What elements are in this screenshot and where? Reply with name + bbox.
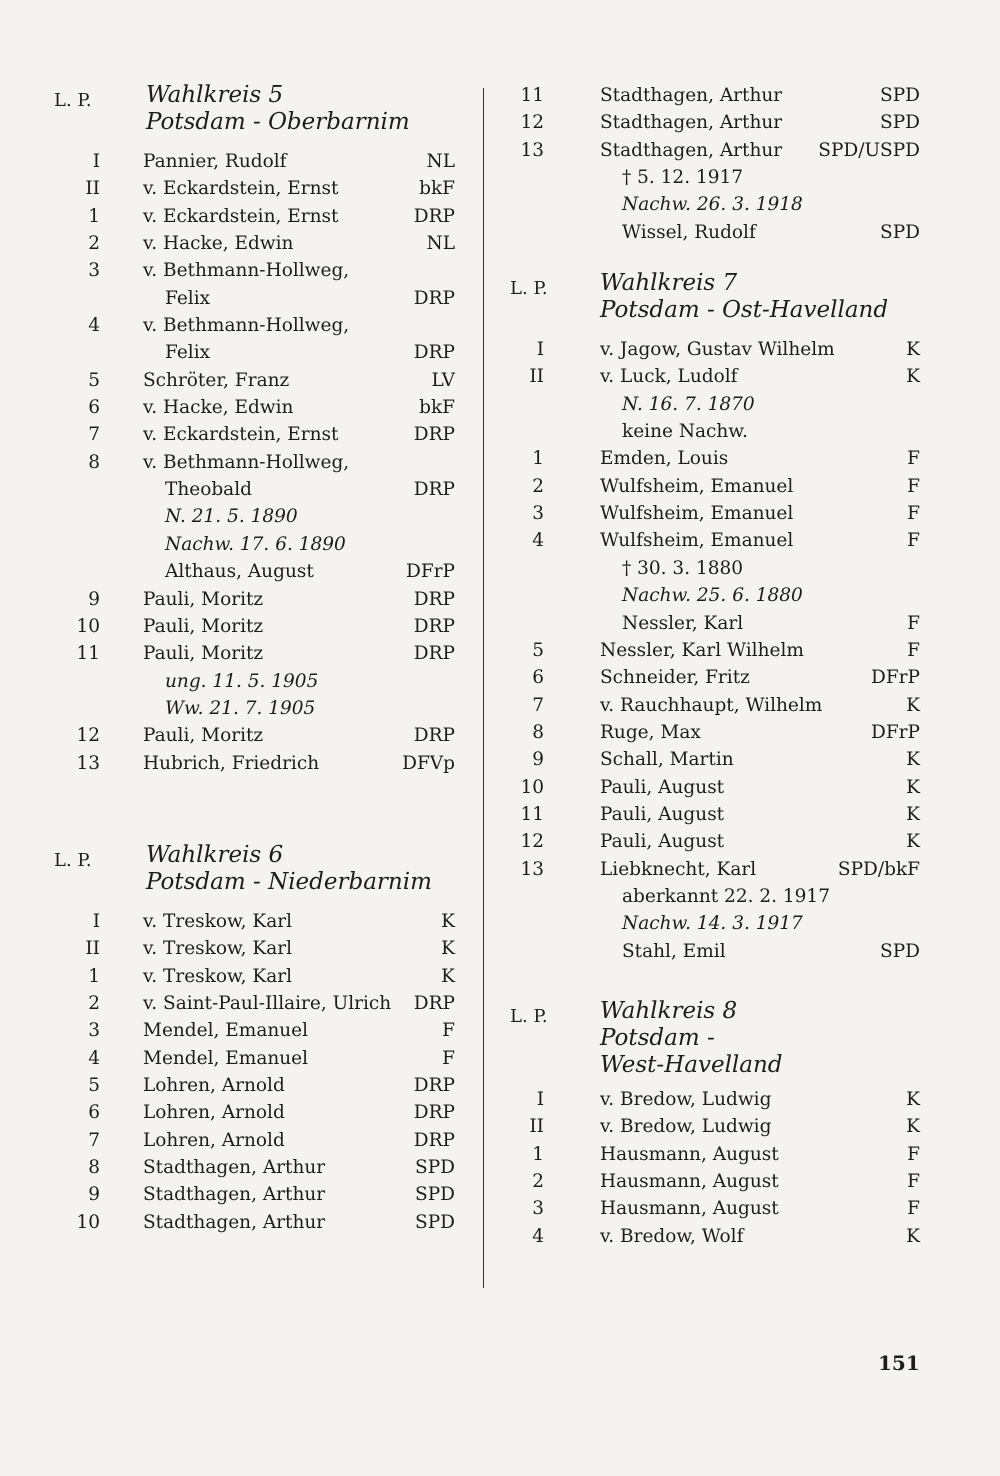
table-row — [40, 668, 465, 695]
row-number: 2 — [88, 233, 100, 255]
member-name: Mendel, Emanuel — [143, 1020, 309, 1042]
row-number: 10 — [520, 776, 544, 798]
row-number: 13 — [76, 752, 100, 774]
party: F — [907, 1198, 920, 1220]
member-name: v. Treskow, Karl — [143, 910, 293, 932]
party: SPD/bkF — [837, 858, 920, 880]
member-name: v. Luck, Ludolf — [600, 366, 738, 388]
member-name: † 30. 3. 1880 — [622, 557, 744, 579]
table-row — [40, 421, 465, 448]
party: DFVp — [402, 752, 455, 774]
district-8-header — [510, 998, 920, 1086]
party: SPD — [415, 1211, 455, 1233]
table-row — [40, 1154, 465, 1181]
row-number: 9 — [532, 749, 544, 771]
party: F — [907, 448, 920, 470]
member-name: Lohren, Arnold — [143, 1102, 285, 1124]
party: F — [907, 639, 920, 661]
row-number: II — [529, 366, 544, 388]
row-number: II — [85, 178, 100, 200]
row-number: 3 — [532, 1198, 544, 1220]
member-name: v. Bethmann-Hollweg, — [143, 315, 350, 337]
party: DRP — [413, 424, 455, 446]
district-name: Potsdam - Niederbarnim — [146, 868, 432, 895]
member-name: Pauli, Moritz — [143, 725, 264, 747]
member-name: Theobald — [165, 479, 252, 501]
party: K — [906, 694, 920, 716]
party: F — [907, 503, 920, 525]
party: SPD — [880, 112, 920, 134]
party: F — [442, 1047, 455, 1069]
member-name: Hausmann, August — [600, 1198, 779, 1220]
party: F — [907, 1171, 920, 1192]
row-number: 4 — [532, 530, 544, 552]
table-row — [510, 109, 920, 136]
table-row — [510, 219, 920, 246]
district-title — [600, 270, 888, 324]
party: K — [906, 339, 920, 361]
district-name: Potsdam - Ost-Havelland — [600, 297, 889, 324]
member-name: v. Bethmann-Hollweg, — [143, 260, 350, 282]
member-name: Wulfsheim, Emanuel — [600, 475, 794, 497]
table-row — [40, 908, 465, 935]
member-name: N. 21. 5. 1890 — [165, 506, 298, 528]
table-row — [40, 230, 465, 257]
table-row — [510, 82, 920, 109]
member-name: v. Bredow, Ludwig — [600, 1116, 772, 1138]
member-name: v. Bredow, Ludwig — [600, 1088, 772, 1110]
table-row — [40, 963, 465, 990]
member-name: v. Treskow, Karl — [143, 938, 293, 960]
district-5-header — [40, 82, 465, 148]
row-number: 5 — [88, 369, 100, 391]
district-number: Wahlkreis 5 — [146, 82, 284, 108]
party: DRP — [413, 1129, 455, 1151]
party: K — [906, 366, 920, 388]
district-name-cont: West-Havelland — [600, 1051, 783, 1078]
member-name: Stadthagen, Arthur — [143, 1157, 326, 1178]
lp-label: L. P. — [54, 90, 92, 111]
member-name: Nachw. 25. 6. 1880 — [622, 585, 803, 607]
member-name: Pauli, Moritz — [143, 643, 264, 665]
district-5-table — [40, 148, 465, 777]
table-row — [510, 445, 920, 472]
row-number: 11 — [520, 803, 544, 825]
row-number: 9 — [88, 1184, 100, 1206]
member-name: Pauli, August — [600, 776, 725, 798]
row-number: 9 — [88, 588, 100, 610]
table-row — [510, 856, 920, 883]
party: K — [906, 1116, 920, 1138]
member-name: v. Saint-Paul-Illaire, Ulrich — [143, 992, 392, 1014]
table-row — [510, 692, 920, 719]
party: DRP — [413, 287, 455, 309]
table-row — [510, 164, 920, 191]
member-name: Ruge, Max — [600, 721, 701, 743]
district-number: Wahlkreis 8 — [600, 997, 738, 1024]
party: DRP — [413, 205, 455, 227]
member-name: v. Jagow, Gustav Wilhelm — [600, 339, 835, 361]
member-name: v. Eckardstein, Ernst — [143, 205, 339, 227]
member-name: Wissel, Rudolf — [622, 221, 756, 243]
party: DRP — [413, 725, 455, 747]
row-number: II — [85, 938, 100, 960]
member-name: Emden, Louis — [600, 448, 729, 470]
table-row — [510, 391, 920, 418]
member-name: Wulfsheim, Emanuel — [600, 503, 794, 525]
member-name: Stadthagen, Arthur — [143, 1184, 326, 1206]
party: DRP — [413, 643, 455, 665]
district-6-header — [40, 842, 465, 908]
district-name: Potsdam - Oberbarnim — [146, 109, 410, 135]
member-name: Liebknecht, Karl — [600, 858, 757, 880]
lp-label: L. P. — [54, 849, 92, 871]
member-name: Nachw. 14. 3. 1917 — [622, 913, 803, 935]
member-name: v. Hacke, Edwin — [143, 233, 294, 255]
member-name: Wulfsheim, Emanuel — [600, 530, 794, 552]
table-row — [40, 586, 465, 613]
party: LV — [431, 369, 455, 391]
row-number: 1 — [88, 965, 100, 987]
table-row — [40, 695, 465, 722]
member-name: Lohren, Arnold — [143, 1074, 285, 1096]
member-name: Stahl, Emil — [622, 940, 726, 962]
member-name: Stadthagen, Arthur — [600, 85, 783, 106]
row-number: 2 — [88, 992, 100, 1014]
table-row — [510, 719, 920, 746]
row-number: 4 — [88, 315, 100, 337]
table-row — [510, 363, 920, 390]
party: K — [906, 749, 920, 771]
row-number: 13 — [520, 858, 544, 880]
party: bkF — [419, 397, 455, 419]
member-name: † 5. 12. 1917 — [622, 167, 744, 189]
page-number: 151 — [878, 1351, 920, 1375]
row-number: 8 — [88, 1157, 100, 1178]
row-number: 10 — [76, 615, 100, 637]
district-title — [146, 82, 410, 136]
row-number: 6 — [88, 397, 100, 419]
row-number: 11 — [76, 643, 100, 665]
row-number: 3 — [532, 503, 544, 525]
table-row — [510, 1223, 920, 1250]
party: SPD — [880, 221, 920, 243]
table-row — [510, 938, 920, 965]
row-number: 7 — [88, 424, 100, 446]
lp-label: L. P. — [510, 1005, 548, 1027]
table-row — [510, 1086, 920, 1113]
row-number: 2 — [532, 1171, 544, 1192]
member-name: ung. 11. 5. 1905 — [165, 670, 319, 692]
table-row — [40, 1181, 465, 1208]
member-name: aberkannt 22. 2. 1917 — [622, 885, 830, 907]
row-number: 5 — [532, 639, 544, 661]
row-number: I — [536, 1088, 544, 1110]
district-6-table — [40, 908, 465, 1236]
table-row — [40, 339, 465, 366]
member-name: Hubrich, Friedrich — [143, 752, 320, 774]
row-number: 3 — [88, 260, 100, 282]
party: SPD — [880, 940, 920, 962]
party: SPD — [415, 1184, 455, 1206]
table-row — [40, 175, 465, 202]
row-number: 12 — [520, 112, 544, 134]
party: K — [906, 1225, 920, 1247]
row-number: 7 — [532, 694, 544, 716]
district-7-table — [510, 336, 920, 965]
member-name: keine Nachw. — [622, 421, 748, 443]
table-row — [510, 1141, 920, 1168]
member-name: Stadthagen, Arthur — [600, 112, 783, 134]
table-row — [40, 203, 465, 230]
table-row — [510, 191, 920, 218]
party: DRP — [413, 342, 455, 364]
row-number: 2 — [532, 475, 544, 497]
row-number: 1 — [532, 1143, 544, 1165]
table-row — [510, 555, 920, 582]
table-row — [510, 527, 920, 554]
party: DRP — [413, 1074, 455, 1096]
member-name: v. Hacke, Edwin — [143, 397, 294, 419]
table-row — [40, 990, 465, 1017]
member-name: Pauli, August — [600, 831, 725, 853]
member-name: Felix — [165, 342, 211, 364]
party: F — [907, 475, 920, 497]
party: SPD — [415, 1157, 455, 1178]
row-number: I — [536, 339, 544, 361]
table-row — [40, 148, 465, 175]
row-number: 4 — [532, 1225, 544, 1247]
party: DRP — [413, 588, 455, 610]
district-name: Potsdam - — [600, 1024, 715, 1051]
member-name: Schröter, Franz — [143, 369, 290, 391]
row-number: 6 — [88, 1102, 100, 1124]
party: K — [441, 938, 455, 960]
table-row — [40, 1127, 465, 1154]
member-name: v. Treskow, Karl — [143, 965, 293, 987]
table-row — [40, 722, 465, 749]
party: DRP — [413, 1102, 455, 1124]
table-row — [510, 582, 920, 609]
party: K — [906, 776, 920, 798]
member-name: Nachw. 26. 3. 1918 — [622, 194, 803, 216]
member-name: Mendel, Emanuel — [143, 1047, 309, 1069]
row-number: 8 — [88, 451, 100, 473]
member-name: Althaus, August — [165, 561, 314, 583]
party: K — [906, 1088, 920, 1110]
table-row — [40, 1209, 465, 1236]
table-row — [40, 257, 465, 284]
member-name: N. 16. 7. 1870 — [622, 393, 755, 415]
table-row — [40, 1072, 465, 1099]
member-name: Pauli, Moritz — [143, 615, 264, 637]
table-row — [40, 312, 465, 339]
row-number: 7 — [88, 1129, 100, 1151]
district-number: Wahlkreis 7 — [600, 270, 738, 297]
table-row — [510, 801, 920, 828]
party: DFrP — [871, 667, 920, 689]
table-row — [510, 500, 920, 527]
row-number: 5 — [88, 1074, 100, 1096]
table-row — [40, 503, 465, 530]
table-row — [510, 137, 920, 164]
member-name: v. Eckardstein, Ernst — [143, 178, 339, 200]
member-name: v. Rauchhaupt, Wilhelm — [600, 694, 823, 716]
table-row — [510, 828, 920, 855]
table-row — [510, 664, 920, 691]
table-row — [40, 476, 465, 503]
row-number: I — [92, 151, 100, 172]
table-row — [40, 1099, 465, 1126]
party: F — [907, 612, 920, 634]
table-row — [40, 394, 465, 421]
table-row — [510, 1113, 920, 1140]
row-number: 13 — [520, 139, 544, 161]
row-number: 1 — [88, 205, 100, 227]
table-row — [510, 746, 920, 773]
member-name: v. Eckardstein, Ernst — [143, 424, 339, 446]
table-row — [510, 883, 920, 910]
table-row — [40, 1045, 465, 1072]
member-name: Schneider, Fritz — [600, 667, 750, 689]
member-name: v. Bethmann-Hollweg, — [143, 451, 350, 473]
row-number: 10 — [76, 1211, 100, 1233]
row-number: 1 — [532, 448, 544, 470]
row-number: I — [92, 910, 100, 932]
member-name: Nessler, Karl Wilhelm — [600, 639, 804, 661]
member-name: Ww. 21. 7. 1905 — [165, 697, 316, 719]
table-row — [40, 640, 465, 667]
left-column — [40, 82, 465, 1236]
party: K — [906, 803, 920, 825]
member-name: Pauli, Moritz — [143, 588, 264, 610]
party: NL — [426, 151, 455, 172]
lp-label: L. P. — [510, 278, 548, 300]
member-name: Nachw. 17. 6. 1890 — [165, 533, 346, 555]
table-row — [40, 531, 465, 558]
member-name: Pannier, Rudolf — [143, 151, 287, 172]
table-row — [510, 637, 920, 664]
party: NL — [426, 233, 455, 255]
party: SPD/USPD — [818, 139, 920, 161]
table-row — [40, 449, 465, 476]
party: DRP — [413, 992, 455, 1014]
party: K — [441, 965, 455, 987]
member-name: Hausmann, August — [600, 1171, 779, 1192]
row-number: II — [529, 1116, 544, 1138]
district-7-header — [510, 270, 920, 336]
table-row — [40, 1017, 465, 1044]
member-name: v. Bredow, Wolf — [600, 1225, 744, 1247]
member-name: Felix — [165, 287, 211, 309]
party: bkF — [419, 178, 455, 200]
table-row — [510, 336, 920, 363]
member-name: Nessler, Karl — [622, 612, 744, 634]
district-number: Wahlkreis 6 — [146, 841, 284, 868]
table-row — [40, 613, 465, 640]
row-number: 4 — [88, 1047, 100, 1069]
district-6-continued-table — [510, 82, 920, 246]
party: DFrP — [871, 721, 920, 743]
party: DRP — [413, 615, 455, 637]
party: F — [907, 530, 920, 552]
table-row — [510, 610, 920, 637]
party: F — [907, 1143, 920, 1165]
district-8-table — [510, 1086, 920, 1250]
party: K — [441, 910, 455, 932]
table-row — [510, 473, 920, 500]
row-number: 8 — [532, 721, 544, 743]
party: DFrP — [406, 561, 455, 583]
row-number: 12 — [520, 831, 544, 853]
row-number: 11 — [520, 85, 544, 106]
table-row — [510, 1168, 920, 1195]
member-name: Stadthagen, Arthur — [600, 139, 783, 161]
table-row — [40, 750, 465, 777]
member-name: Pauli, August — [600, 803, 725, 825]
party: SPD — [880, 85, 920, 106]
table-row — [510, 910, 920, 937]
table-row — [510, 418, 920, 445]
row-number: 3 — [88, 1020, 100, 1042]
row-number: 12 — [76, 725, 100, 747]
right-column — [510, 82, 920, 1250]
party: DRP — [413, 479, 455, 501]
table-row — [40, 558, 465, 585]
member-name: Schall, Martin — [600, 749, 734, 771]
party: F — [442, 1020, 455, 1042]
table-row — [40, 285, 465, 312]
member-name: Lohren, Arnold — [143, 1129, 285, 1151]
table-row — [40, 367, 465, 394]
row-number: 6 — [532, 667, 544, 689]
table-row — [510, 774, 920, 801]
member-name: Stadthagen, Arthur — [143, 1211, 326, 1233]
table-row — [40, 935, 465, 962]
member-name: Hausmann, August — [600, 1143, 779, 1165]
district-title — [146, 842, 432, 896]
party: K — [906, 831, 920, 853]
district-title — [600, 998, 783, 1079]
table-row — [510, 1195, 920, 1222]
